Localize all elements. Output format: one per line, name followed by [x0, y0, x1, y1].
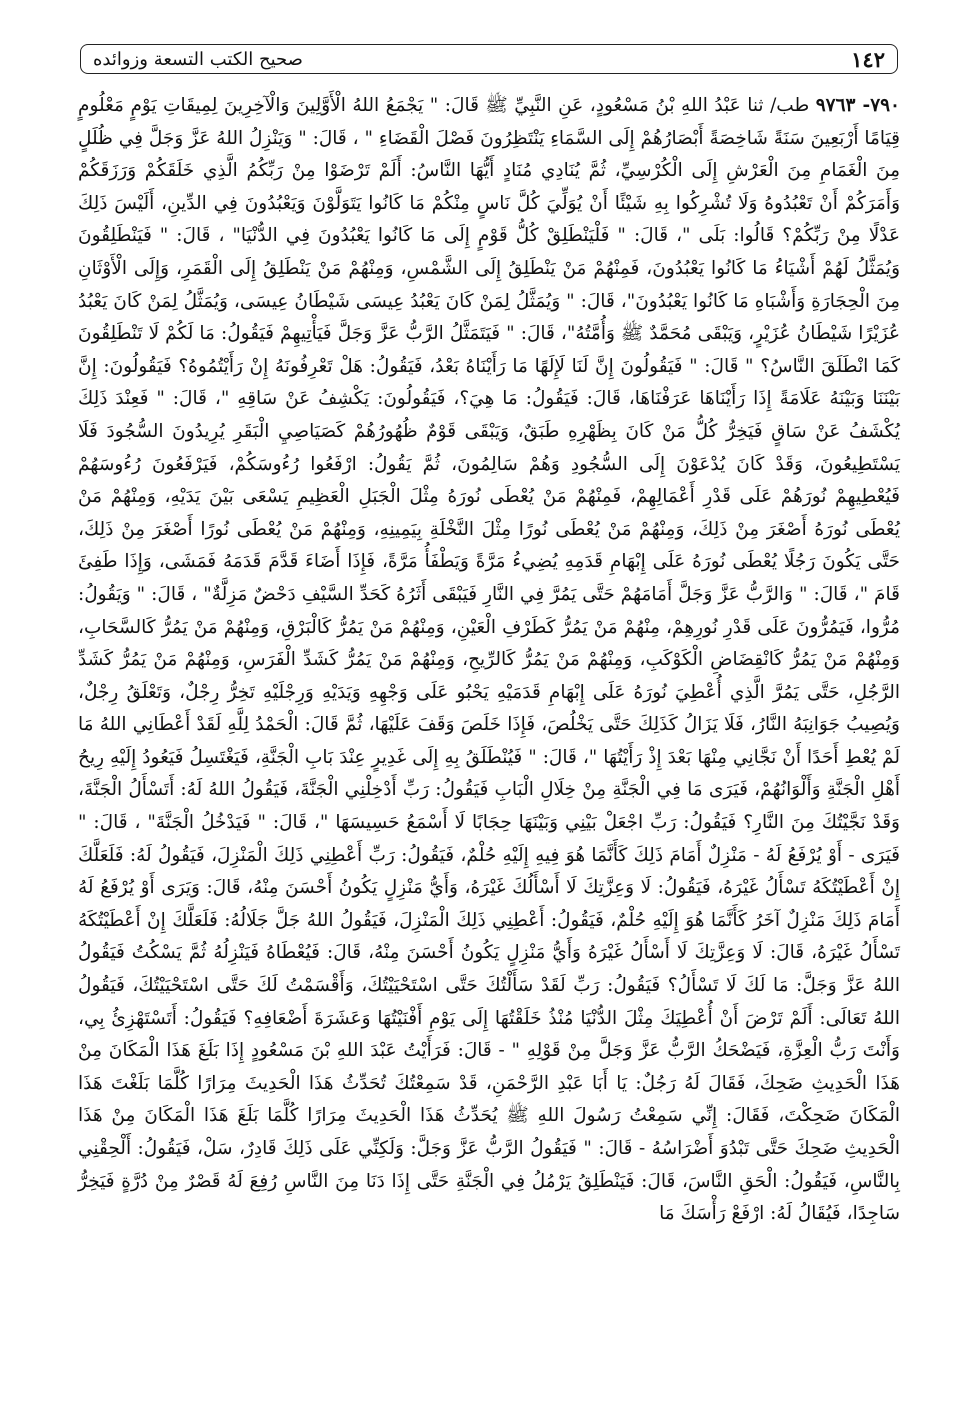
hadith-paragraph: [78, 90, 900, 1231]
hadith-source: طب/: [770, 95, 810, 116]
hadith-body: ثنا عَبْدُ اللهِ بْنُ مَسْعُودٍ، عَنِ النَّبِيِّ ﷺ قَالَ: " يَجْمَعُ اللهُ الْأَوَّلِينَ وَالْآخِرِينَ لِمِيقَاتِ يَوْمٍ مَعْلُومٍ قِيَامًا أَرْبَعِينَ سَنَةً شَاخِصَةً أَبْصَارُهُمْ إِلَى السَّمَاءِ يَنْتَظِرُونَ فَصْلَ الْقَضَاءِ " ، قَالَ: " وَيَنْزِلُ اللهُ عَزَّ وَجَلَّ فِي ظُلَلٍ مِنَ الْغَمَامِ مِنَ الْعَرْشِ إِلَى الْكُرْسِيِّ، ثُمَّ يُنَادِي مُنَادٍ أَيُّهَا النَّاسُ: أَلَمْ تَرْضَوْا مِنْ رَبِّكُمُ الَّذِي خَلَقَكُمْ وَرَزَقَكُمْ وَأَمَرَكُمْ أَنْ تَعْبُدُوهُ وَلَا تُشْرِكُوا بِهِ شَيْئًا أَنْ يُوَلِّيَ كُلَّ نَاسٍ مِنْكُمْ مَا كَانُوا يَتَوَلَّوْنَ وَيَعْبُدُونَ فِي الدِّينِ، أَلَيْسَ ذَلِكَ عَدْلًا مِنْ رَبِّكُمْ؟ قَالُوا: بَلَى "، قَالَ: " فَلْيَنْطَلِقْ كُلُّ قَوْمٍ إِلَى مَا كَانُوا يَعْبُدُونَ فِي الدُّنْيَا" ، قَالَ: " فَيَنْطَلِقُونَ وَيُمَثَّلُ لَهُمْ أَشْيَاءُ مَا كَانُوا يَعْبُدُونَ، فَمِنْهُمْ مَنْ يَنْطَلِقُ إِلَى الشَّمْسِ، وَمِنْهُمْ مَنْ يَنْطَلِقُ إِلَى الْقَمَرِ، وَإِلَى الْأَوْثَانِ مِنَ الْحِجَارَةِ وَأَشْبَاهِ مَا كَانُوا يَعْبُدُونَ"، قَالَ: " وَيُمَثَّلُ لِمَنْ كَانَ يَعْبُدُ عِيسَى شَيْطَانُ عِيسَى، وَيُمَثَّلُ لِمَنْ كَانَ يَعْبُدُ عُزَيْرًا شَيْطَانُ عُزَيْرٍ، وَيَبْقَى مُحَمَّدٌ ﷺ وَأُمَّتُهُ"، قَالَ: " فَيَتَمَثَّلُ الرَّبُّ عَزَّ وَجَلَّ فَيَأْتِيهِمْ فَيَقُولُ: مَا لَكُمْ لَا تَنْطَلِقُونَ كَمَا انْطَلَقَ النَّاسُ؟ " قَالَ: " فَيَقُولُونَ إِنَّ لَنَا لَإِلَهًا مَا رَأَيْنَاهُ بَعْدُ، فَيَقُولُ: هَلْ تَعْرِفُونَهُ إِنْ رَأَيْتُمُوهُ؟ فَيَقُولُونَ: إِنَّ بَيْنَنَا وَبَيْنَهُ عَلَامَةً إِذَا رَأَيْنَاهَا عَرَفْنَاهَا، قَالَ: فَيَقُولُ: مَا هِيَ؟، فَيَقُولُونَ: يَكْشِفُ عَنْ سَاقِهِ "، قَالَ: " فَعِنْدَ ذَلِكَ يُكْشَفُ عَنْ سَاقٍ فَيَخِرُّ كُلُّ مَنْ كَانَ بِظَهْرِهِ طَبَقٌ، وَيَبْقَى قَوْمٌ ظُهُورُهُمْ كَصَيَاصِيِ الْبَقَرِ يُرِيدُونَ السُّجُودَ فَلَا يَسْتَطِيعُونَ، وَقَدْ كَانَ يُدْعَوْنَ إِلَى السُّجُودِ وَهُمْ سَالِمُونَ، ثُمَّ يَقُولُ: ارْفَعُوا رُءُوسَكُمْ، فَيَرْفَعُونَ رُءُوسَهُمْ فَيُعْطِيهِمْ نُورَهُمْ عَلَى قَدْرِ أَعْمَالِهِمْ، فَمِنْهُمْ مَنْ يُعْطَى نُورَهُ مِثْلَ الْجَبَلِ الْعَظِيمِ يَسْعَى بَيْنَ يَدَيْهِ، وَمِنْهُمْ مَنْ يُعْطَى نُورَهُ أَصْغَرَ مِنْ ذَلِكَ، وَمِنْهُمْ مَنْ يُعْطَى نُورًا مِثْلَ النَّخْلَةِ بِيَمِينِهِ، وَمِنْهُمْ مَنْ يُعْطَى نُورًا أَصْغَرَ مِنْ ذَلِكَ، حَتَّى يَكُونَ رَجُلًا يُعْطَى نُورَهُ عَلَى إِبْهَامِ قَدَمِهِ يُضِيءُ مَرَّةً وَيَطْفَأُ مَرَّةً، فَإِذَا أَضَاءَ قَدَّمَ قَدَمَهُ فَمَشَى، وَإِذَا طَفِئَ قَامَ "، قَالَ: " وَالرَّبُّ عَزَّ وَجَلَّ أَمَامَهُمْ حَتَّى يَمُرَّ فِي النَّارِ فَيَبْقَى أَثَرُهُ كَحَدِّ السَّيْفِ دَحْضٌ مَزِلَّةٌ" ، قَالَ: " وَيَقُولُ: مُرُّوا، فَيَمُرُّونَ عَلَى قَدْرِ نُورِهِمْ، مِنْهُمْ مَنْ يَمُرُّ كَطَرْفِ الْعَيْنِ، وَمِنْهُمْ مَنْ يَمُرُّ كَالْبَرْقِ، وَمِنْهُمْ مَنْ يَمُرُّ كَالسَّحَابِ، وَمِنْهُمْ مَنْ يَمُرُّ كَانْقِضَاضِ الْكَوْكَبِ، وَمِنْهُمْ مَنْ يَمُرُّ كَالرِّيحِ، وَمِنْهُمْ مَنْ يَمُرُّ كَشَدِّ الْفَرَسِ، وَمِنْهُمْ مَنْ يَمُرُّ كَشَدِّ الرَّجُلِ، حَتَّى يَمُرَّ الَّذِي أُعْطِيَ نُورَهُ عَلَى إِبْهَامِ قَدَمَيْهِ يَحْبُو عَلَى وَجْهِهِ وَيَدَيْهِ وَرِجْلَيْهِ تَخِرُّ رِجْلٌ، وَتَعْلَقُ رِجْلٌ، وَيُصِيبُ جَوَانِبَهُ النَّارُ، فَلَا يَزَالُ كَذَلِكَ حَتَّى يَخْلُصَ، فَإِذَا خَلَصَ وَقَفَ عَلَيْهَا، ثُمَّ قَالَ: الْحَمْدُ لِلَّهِ لَقَدْ أَعْطَانِي اللهُ مَا لَمْ يُعْطِ أَحَدًا أَنْ نَجَّانِي مِنْهَا بَعْدَ إِذْ رَأَيْتُهَا "، قَالَ: " فَيُنْطَلَقُ بِهِ إِلَى غَدِيرٍ عِنْدَ بَابِ الْجَنَّةِ، فَيَغْتَسِلُ فَيَعُودُ إِلَيْهِ رِيحُ أَهْلِ الْجَنَّةِ وَأَلْوَانُهُمْ، فَيَرَى مَا فِي الْجَنَّةِ مِنْ خِلَالِ الْبَابِ فَيَقُولُ: رَبِّ أَدْخِلْنِي الْجَنَّةَ، فَيَقُولُ اللهُ لَهُ: أَتَسْأَلُ الْجَنَّةَ، وَقَدْ نَجَّيْتُكَ مِنَ النَّارِ؟ فَيَقُولُ: رَبِّ اجْعَلْ بَيْنِي وَبَيْنَهَا حِجَابًا لَا أَسْمَعُ حَسِيسَهَا "، قَالَ: " فَيَدْخُلُ الْجَنَّةَ" ، قَالَ: " فَيَرَى - أَوْ يُرْفَعُ لَهُ - مَنْزِلٌ أَمَامَ ذَلِكَ كَأَنَّمَا هُوَ فِيهِ إِلَيْهِ حُلْمٌ، فَيَقُولُ: رَبِّ أَعْطِنِي ذَلِكَ الْمَنْزِلَ، فَيَقُولُ لَهُ: فَلَعَلَّكَ إِنْ أَعْطَيْتُكَهُ تَسْأَلُ غَيْرَهُ، فَيَقُولُ: لَا وَعِزَّتِكَ لَا أَسْأَلُكَ غَيْرَهُ، وَأَيُّ مَنْزِلٍ يَكُونُ أَحْسَنَ مِنْهُ، قَالَ: وَيَرَى أَوْ يُرْفَعُ لَهُ أَمَامَ ذَلِكَ مَنْزِلٌ آخَرُ كَأَنَّمَا هُوَ إِلَيْهِ حُلْمٌ، فَيَقُولُ: أَعْطِنِي ذَلِكَ الْمَنْزِلَ، فَيَقُولُ اللهُ جَلَّ جَلَالُهُ: فَلَعَلَّكَ إِنْ أَعْطَيْتُكَهُ تَسْأَلُ غَيْرَهُ، قَالَ: لَا وَعِزَّتِكَ لَا أَسْأَلُ غَيْرَهُ وَأَيُّ مَنْزِلٍ يَكُونُ أَحْسَنَ مِنْهُ، قَالَ: فَيُعْطَاهُ فَيَنْزِلُهُ ثُمَّ يَسْكُتُ فَيَقُولُ اللهُ عَزَّ وَجَلَّ: مَا لَكَ لَا تَسْأَلُ؟ فَيَقُولُ: رَبِّ لَقَدْ سَأَلْتُكَ حَتَّى اسْتَحْيَيْتُكَ، وَأَقْسَمْتُ لَكَ حَتَّى اسْتَحْيَيْتُكَ، فَيَقُولُ اللهُ تَعَالَى: أَلَمْ تَرْضَ أَنْ أُعْطِيَكَ مِثْلَ الدُّنْيَا مُنْذُ خَلَقْتُهَا إِلَى يَوْمِ أَفْنَيْتُهَا وَعَشَرَةَ أَضْعَافِهِ؟ فَيَقُولُ: أَتَسْتَهْزِئُ بِي، وَأَنْتَ رَبُّ الْعِزَّةِ، فَيَضْحَكُ الرَّبُّ عَزَّ وَجَلَّ مِنْ قَوْلِهِ " - قَالَ: فَرَأَيْتُ عَبْدَ اللهِ بْنَ مَسْعُودٍ إِذَا بَلَغَ هَذَا الْمَكَانَ مِنْ هَذَا الْحَدِيثِ ضَحِكَ، فَقَالَ لَهُ رَجُلٌ: يَا أَبَا عَبْدِ الرَّحْمَنِ، قَدْ سَمِعْتُكَ تُحَدِّثُ هَذَا الْحَدِيثَ مِرَارًا كُلَّمَا بَلَغْتَ هَذَا الْمَكَانَ ضَحِكْتَ، فَقَالَ: إِنِّي سَمِعْتُ رَسُولَ اللهِ ﷺ يُحَدِّثُ هَذَا الْحَدِيثَ مِرَارًا كُلَّمَا بَلَغَ هَذَا الْمَكَانَ مِنْ هَذَا الْحَدِيثِ ضَحِكَ حَتَّى تَبْدُوَ أَضْرَاسُهُ - قَالَ: " فَيَقُولُ الرَّبُّ عَزَّ وَجَلَّ: وَلَكِنِّي عَلَى ذَلِكَ قَادِرٌ، سَلْ، فَيَقُولُ: أَلْحِقْنِي بِالنَّاسِ، فَيَقُولُ: الْحَقِ النَّاسَ، قَالَ: فَيَنْطَلِقُ يَرْمُلُ فِي الْجَنَّةِ حَتَّى إِذَا دَنَا مِنَ النَّاسِ رُفِعَ لَهُ قَصْرٌ مِنْ دُرَّةٍ فَيَخِرُّ سَاجِدًا، فَيُقَالُ لَهُ: ارْفَعْ رَأْسَكَ مَا: [78, 95, 900, 1225]
page-header: [80, 44, 898, 74]
page-number: ١٤٢: [851, 46, 885, 72]
hadith-number: ٧٩٠- ٩٧٦٣: [815, 95, 900, 116]
running-title: صحيح الكتب التسعة وزوائده: [93, 48, 303, 70]
hadith-text-block: [78, 90, 900, 1231]
